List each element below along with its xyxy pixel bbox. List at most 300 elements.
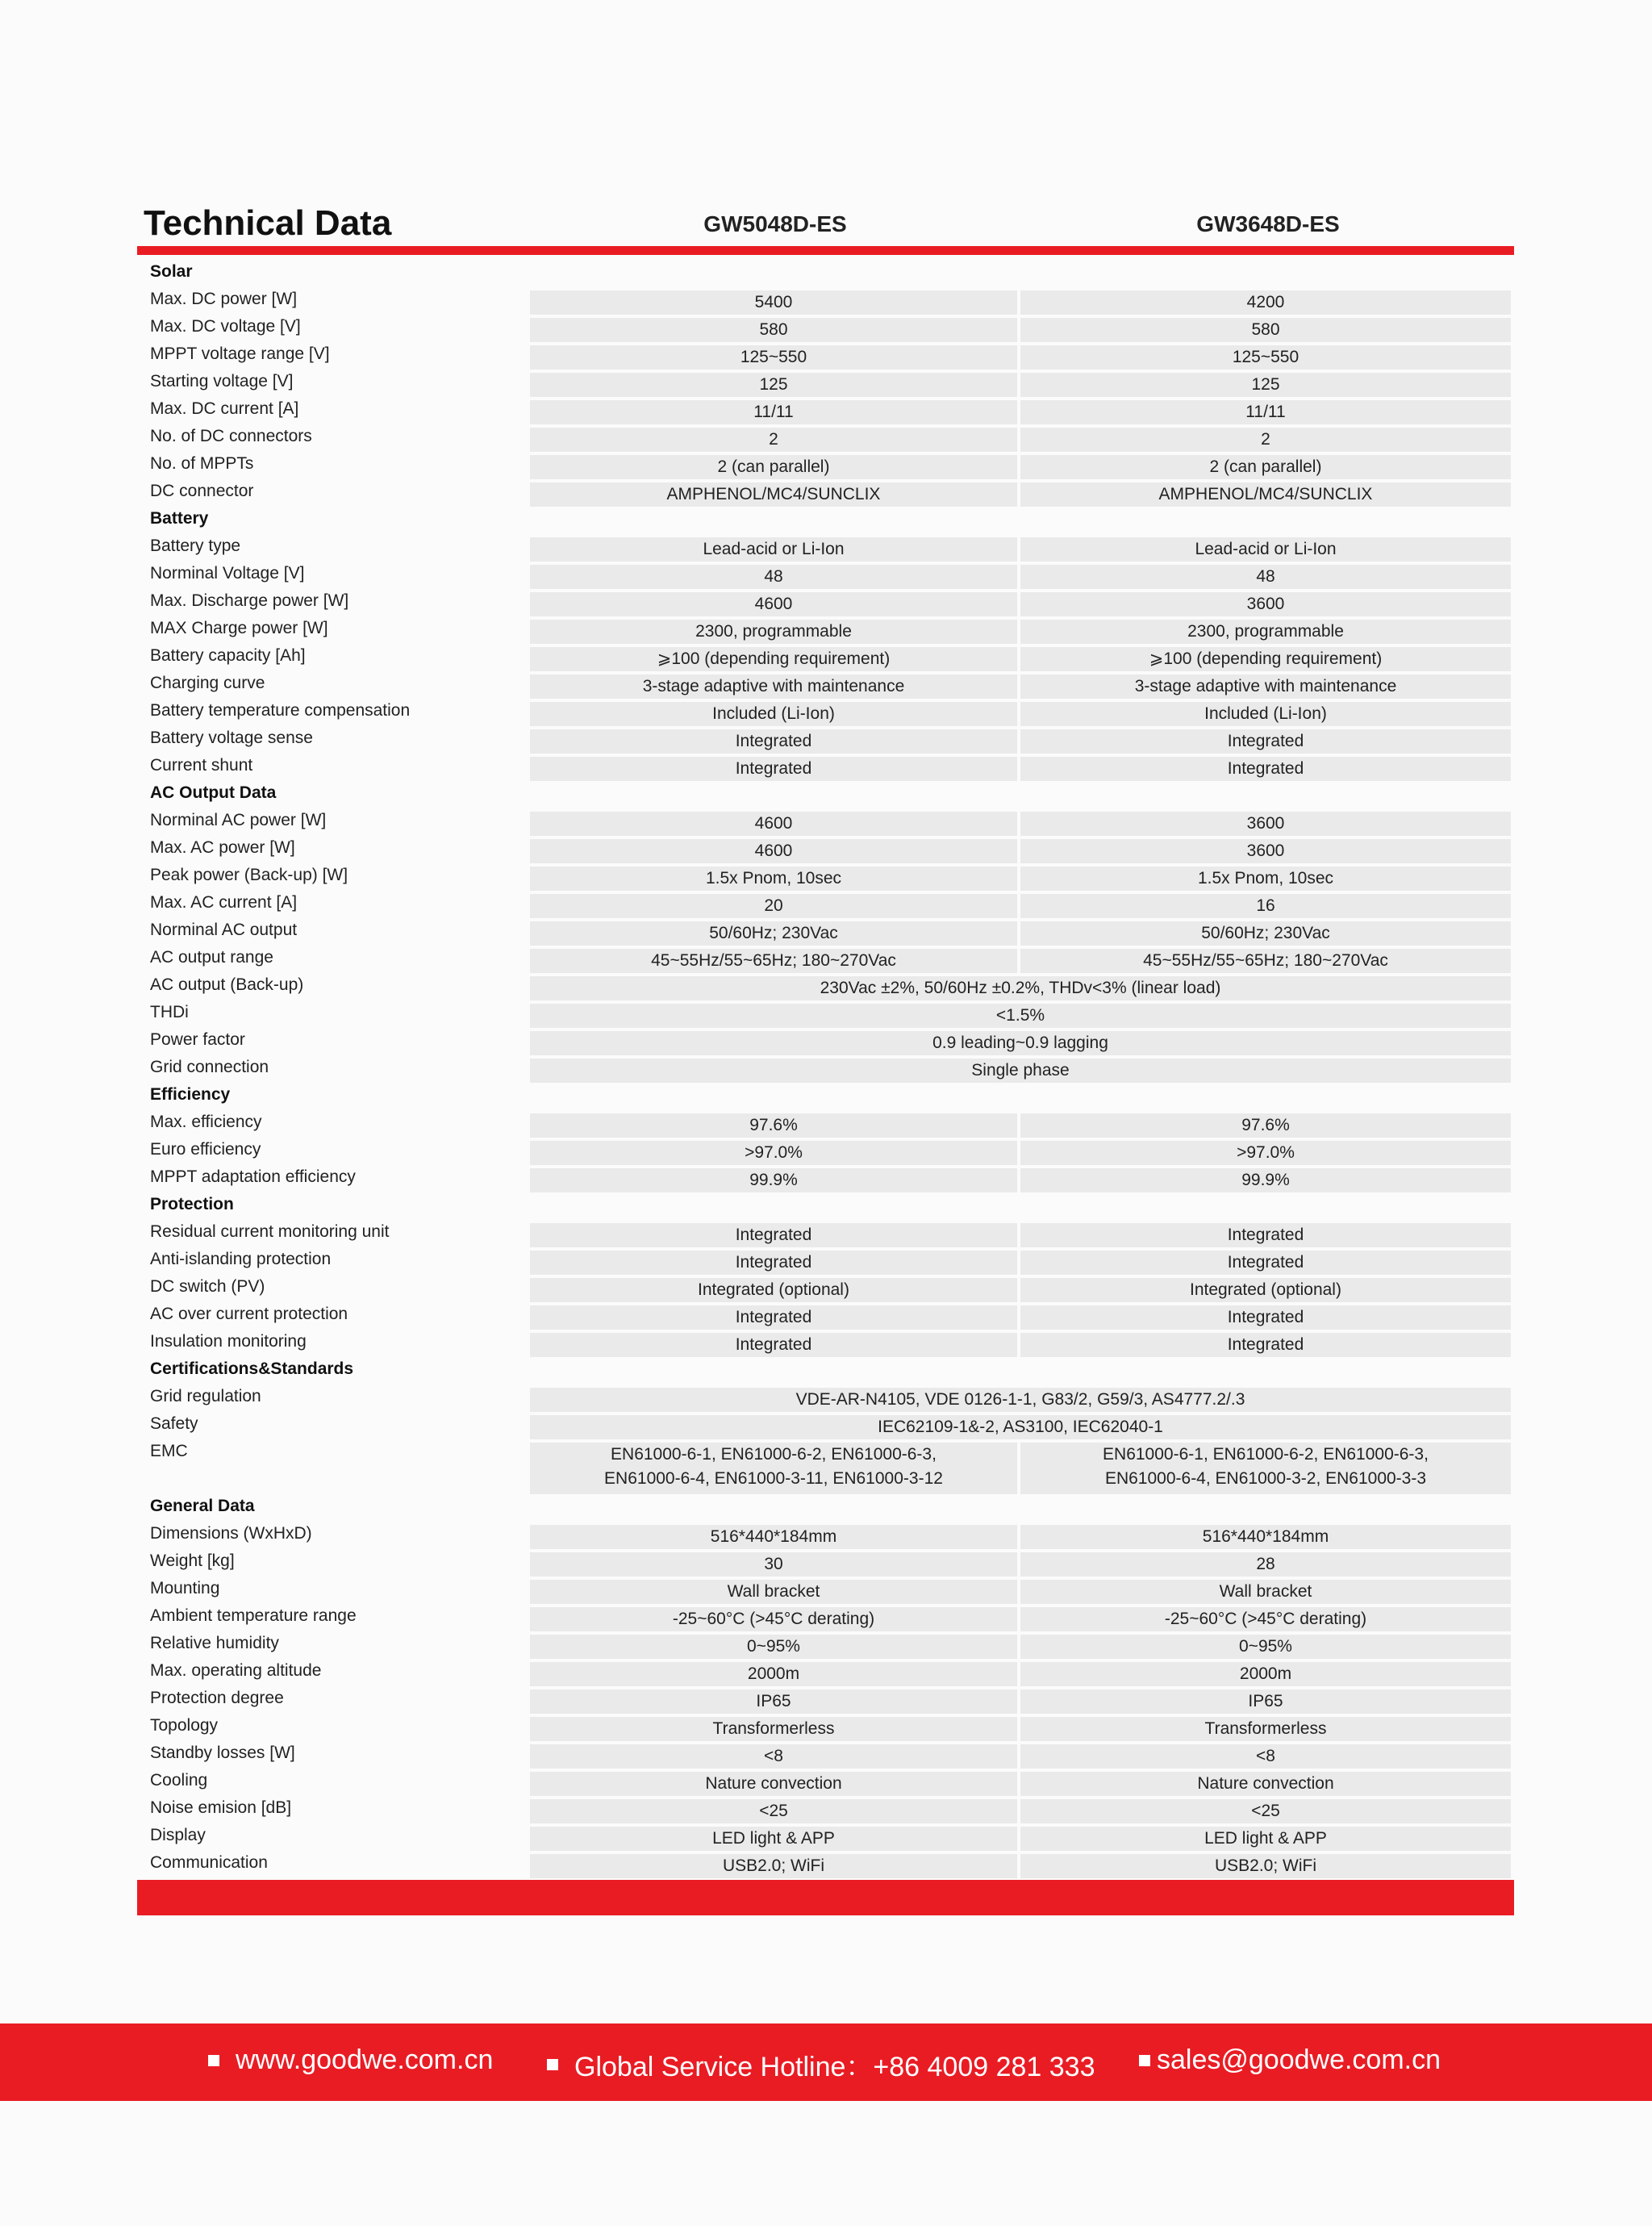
value-line: <25 [1251,1802,1280,1820]
spec-label: THDi [150,1003,189,1021]
spec-value-model-1 [530,1278,1017,1302]
spec-value-model-2 [1020,345,1511,370]
value-line: 97.6% [749,1116,798,1134]
table-row [137,1823,1514,1851]
spec-label: Mounting [150,1579,220,1597]
table-row [137,671,1514,699]
square-bullet-icon [547,2059,558,2070]
technical-data-sheet [137,194,1514,1915]
spec-value-model-1 [530,290,1017,315]
table-row [137,562,1514,589]
value-line: Included (Li-Ion) [712,704,835,723]
value-line: Integrated [735,1335,812,1354]
table-row [137,370,1514,397]
spec-label: DC connector [150,482,254,500]
spec-label: Noise emision [dB] [150,1798,292,1817]
table-row [137,1851,1514,1878]
value-line: -25~60°C (>45°C derating) [672,1610,875,1628]
spec-value-model-2 [1020,1168,1511,1192]
spec-label: Max. AC power [W] [150,838,295,857]
value-line: 2 [769,430,778,449]
spec-label: Dimensions (WxHxD) [150,1524,312,1543]
spec-value-model-1 [530,455,1017,479]
spec-value-model-2 [1020,318,1511,342]
website-text: www.goodwe.com.cn [236,2044,494,2075]
value-line: >97.0% [1237,1143,1295,1162]
value-line: Integrated [1227,732,1304,750]
value-line: Integrated (optional) [698,1280,849,1299]
spec-value-model-1 [530,1525,1017,1549]
value-line: Integrated [1227,1253,1304,1272]
spec-value-shared: VDE-AR-N4105, VDE 0126-1-1, G83/2, G59/3, AS4777.2/.3 [530,1388,1511,1412]
spec-label: Max. efficiency [150,1113,262,1131]
spec-value-model-2 [1020,1141,1511,1165]
spec-value-model-2 [1020,1113,1511,1138]
spec-label: MAX Charge power [W] [150,619,328,637]
spec-value-model-1 [530,1689,1017,1714]
value-line: 50/60Hz; 230Vac [1201,924,1330,942]
value-line: 20 [764,896,783,915]
value-line: 48 [1256,567,1275,586]
spec-value-model-1 [530,839,1017,863]
value-line: EN61000-6-1, EN61000-6-2, EN61000-6-3, [611,1445,937,1464]
value-line: <25 [759,1802,788,1820]
table-row [137,1577,1514,1604]
section-row [137,1083,1514,1110]
spec-value-model-2 [1020,1552,1511,1577]
spec-value-model-1 [530,949,1017,973]
value-line: Nature convection [705,1774,842,1793]
table-row [137,918,1514,946]
spec-label: Weight [kg] [150,1552,235,1570]
spec-value-model-1 [530,1854,1017,1878]
section-row [137,1494,1514,1522]
section-heading: Battery [150,509,209,528]
spec-value-model-2 [1020,921,1511,946]
spec-label: Ambient temperature range [150,1606,357,1625]
spec-value-model-2 [1020,1443,1511,1494]
table-row [137,479,1514,507]
spec-value-model-1 [530,482,1017,507]
spec-label: Residual current monitoring unit [150,1222,390,1241]
footer-email[interactable] [1139,2044,1441,2076]
section-row [137,1357,1514,1384]
table-row [137,863,1514,891]
value-line: Transformerless [712,1719,835,1738]
value-line: 5400 [754,293,793,311]
value-line: 11/11 [1245,403,1286,421]
value-line: ⩾100 (depending requirement) [657,649,891,668]
value-line: 2000m [1239,1664,1292,1683]
value-line: 580 [759,320,788,339]
value-line: Integrated (optional) [1190,1280,1341,1299]
spec-value-model-2 [1020,867,1511,891]
spec-label: Display [150,1826,206,1844]
value-line: 97.6% [1241,1116,1290,1134]
header-rule [137,246,1514,255]
table-row [137,1631,1514,1659]
table-row [137,589,1514,616]
spec-label: Power factor [150,1030,245,1049]
value-line: 1.5x Pnom, 10sec [1197,869,1334,887]
table-row [137,424,1514,452]
spec-label: Relative humidity [150,1634,279,1652]
spec-value-model-2 [1020,400,1511,424]
section-heading: Certifications&Standards [150,1359,354,1378]
value-line: LED light & APP [1204,1829,1327,1848]
spec-value-model-2 [1020,1744,1511,1769]
table-row [137,836,1514,863]
table-row [137,1165,1514,1192]
table-row [137,1604,1514,1631]
spec-label: Max. operating altitude [150,1661,322,1680]
value-line: 0~95% [1239,1637,1292,1656]
spec-value-model-1 [530,592,1017,616]
spec-value-model-2 [1020,592,1511,616]
spec-value-model-2 [1020,839,1511,863]
table-row [137,315,1514,342]
value-line: Transformerless [1204,1719,1327,1738]
square-bullet-icon [208,2055,219,2066]
spec-label: Cooling [150,1771,208,1790]
table-row [137,754,1514,781]
spec-value-model-2 [1020,1525,1511,1549]
spec-label: AC over current protection [150,1305,348,1323]
table-row [137,644,1514,671]
value-line: EN61000-6-4, EN61000-3-2, EN61000-3-3 [1104,1469,1427,1488]
value-line: USB2.0; WiFi [1214,1856,1317,1875]
value-line: 4600 [754,842,793,860]
spec-label: Safety [150,1414,198,1433]
spec-value-shared: Single phase [530,1059,1511,1083]
value-line: -25~60°C (>45°C derating) [1164,1610,1367,1628]
spec-label: Battery capacity [Ah] [150,646,306,665]
spec-value-model-1 [530,867,1017,891]
value-line: 2000m [747,1664,800,1683]
spec-label: Max. DC voltage [V] [150,317,301,336]
spec-value-model-2 [1020,1635,1511,1659]
table-row [137,1028,1514,1055]
value-line: 2300, programmable [695,622,852,641]
value-line: Included (Li-Ion) [1204,704,1327,723]
value-line: 2 [1261,430,1270,449]
spec-value-shared: 230Vac ±2%, 50/60Hz ±0.2%, THDv<3% (linear load) [530,976,1511,1000]
spec-label: Grid regulation [150,1387,261,1405]
table-row [137,891,1514,918]
value-line: <8 [1256,1747,1275,1765]
value-line: 45~55Hz/55~65Hz; 180~270Vac [1143,951,1388,970]
value-line: Integrated [1227,1308,1304,1326]
table-row [137,1384,1514,1412]
spec-value-shared: IEC62109-1&-2, AS3100, IEC62040-1 [530,1415,1511,1439]
table-row [137,1138,1514,1165]
spec-label: Insulation monitoring [150,1332,307,1351]
spec-value-model-1 [530,620,1017,644]
spec-label: DC switch (PV) [150,1277,265,1296]
spec-value-model-1 [530,428,1017,452]
table-row [137,1412,1514,1439]
spec-value-model-1 [530,1443,1017,1494]
spec-value-model-1 [530,537,1017,562]
value-line: EN61000-6-4, EN61000-3-11, EN61000-3-12 [604,1469,943,1488]
spec-label: Max. AC current [A] [150,893,298,912]
model-column-header-2: GW3648D-ES [1196,211,1340,236]
spec-label: Norminal AC power [W] [150,811,327,829]
value-line: Integrated [1227,1335,1304,1354]
spec-value-model-2 [1020,647,1511,671]
spec-label: No. of DC connectors [150,427,312,445]
spec-label: Max. DC current [A] [150,399,299,418]
spec-label: Peak power (Back-up) [W] [150,866,348,884]
value-line: 16 [1256,896,1275,915]
spec-value-model-1 [530,1223,1017,1247]
spec-value-model-2 [1020,729,1511,754]
value-line: Wall bracket [1219,1582,1312,1601]
value-line: Integrated [735,1226,812,1244]
spec-value-model-1 [530,921,1017,946]
spec-label: AC output (Back-up) [150,975,304,994]
value-line: 3600 [1246,595,1285,613]
table-row [137,726,1514,754]
spec-value-model-1 [530,729,1017,754]
table-row [137,534,1514,562]
value-line: 50/60Hz; 230Vac [709,924,838,942]
spec-label: Max. DC power [W] [150,290,298,308]
section-heading: Solar [150,262,193,281]
table-row [137,1741,1514,1769]
value-line: AMPHENOL/MC4/SUNCLIX [666,485,881,503]
value-line: AMPHENOL/MC4/SUNCLIX [1158,485,1373,503]
spec-value-model-1 [530,1113,1017,1138]
spec-value-model-2 [1020,565,1511,589]
spec-value-model-1 [530,757,1017,781]
table-row [137,1439,1514,1494]
value-line: 516*440*184mm [710,1527,837,1546]
spec-value-shared: 0.9 leading~0.9 lagging [530,1031,1511,1055]
value-line: LED light & APP [712,1829,835,1848]
value-line: ⩾100 (depending requirement) [1149,649,1383,668]
spec-value-model-1 [530,1635,1017,1659]
value-line: IP65 [1248,1692,1283,1710]
spec-label: Current shunt [150,756,253,775]
value-line: Nature convection [1197,1774,1334,1793]
value-line: 125 [759,375,788,394]
spec-value-model-2 [1020,702,1511,726]
spec-value-model-2 [1020,757,1511,781]
section-row [137,260,1514,287]
spec-value-model-1 [530,702,1017,726]
section-row [137,781,1514,808]
table-row [137,616,1514,644]
value-line: 48 [764,567,783,586]
table-row [137,452,1514,479]
table-row [137,699,1514,726]
value-line: >97.0% [745,1143,803,1162]
spec-value-model-1 [530,1744,1017,1769]
spec-label: Starting voltage [V] [150,372,294,390]
spec-value-model-1 [530,1141,1017,1165]
table-row [137,397,1514,424]
value-line: 2300, programmable [1187,622,1344,641]
value-line: 3-stage adaptive with maintenance [1134,677,1397,695]
spec-value-model-2 [1020,1580,1511,1604]
spec-label: Charging curve [150,674,265,692]
spec-value-shared: <1.5% [530,1004,1511,1028]
spec-value-model-1 [530,373,1017,397]
value-line: 125 [1251,375,1280,394]
email-text: sales@goodwe.com.cn [1157,2044,1441,2075]
spec-value-model-2 [1020,1251,1511,1275]
table-row [137,1275,1514,1302]
table-row [137,1769,1514,1796]
table-row [137,1549,1514,1577]
spec-label: Grid connection [150,1058,269,1076]
spec-label: MPPT voltage range [V] [150,345,330,363]
spec-value-model-1 [530,1607,1017,1631]
value-line: 516*440*184mm [1202,1527,1329,1546]
section-heading: Protection [150,1195,234,1213]
spec-value-model-2 [1020,1662,1511,1686]
table-row [137,1055,1514,1083]
page-title: Technical Data [144,203,392,243]
table-row [137,973,1514,1000]
spec-value-model-1 [530,345,1017,370]
value-line: Integrated [735,759,812,778]
table-row [137,1522,1514,1549]
spec-label: Communication [150,1853,268,1872]
spec-value-model-2 [1020,482,1511,507]
value-line: Integrated [1227,759,1304,778]
section-row [137,507,1514,534]
value-line: Wall bracket [727,1582,820,1601]
spec-label: EMC [150,1442,188,1460]
table-row [137,342,1514,370]
footer-website[interactable] [208,2044,493,2076]
table-row [137,287,1514,315]
spec-value-model-2 [1020,428,1511,452]
section-row [137,1192,1514,1220]
section-heading: General Data [150,1497,255,1515]
value-line: Integrated [735,1253,812,1272]
spec-value-model-1 [530,565,1017,589]
spec-value-model-1 [530,1168,1017,1192]
table-row [137,946,1514,973]
spec-label: Standby losses [W] [150,1744,295,1762]
spec-value-model-2 [1020,1772,1511,1796]
hotline-text: Global Service Hotline：+86 4009 281 333 [574,2052,1095,2082]
spec-value-model-1 [530,1305,1017,1330]
table-row [137,1247,1514,1275]
spec-label: No. of MPPTs [150,454,254,473]
table-row [137,1659,1514,1686]
spec-value-model-1 [530,1827,1017,1851]
spec-value-model-2 [1020,1607,1511,1631]
value-line: 2 (can parallel) [717,457,830,476]
spec-value-model-2 [1020,1305,1511,1330]
spec-value-model-2 [1020,620,1511,644]
table-row [137,1302,1514,1330]
spec-value-model-1 [530,812,1017,836]
table-row [137,1714,1514,1741]
spec-value-model-1 [530,318,1017,342]
spec-value-model-1 [530,400,1017,424]
spec-value-model-2 [1020,455,1511,479]
table-header [137,194,1514,242]
value-line: 3600 [1246,814,1285,833]
table-row [137,1220,1514,1247]
spec-value-model-1 [530,1333,1017,1357]
spec-value-model-2 [1020,1854,1511,1878]
footer-hotline [547,2044,1095,2084]
table-row [137,1686,1514,1714]
value-line: Lead-acid or Li-Ion [703,540,845,558]
value-line: 4600 [754,814,793,833]
value-line: IP65 [756,1692,791,1710]
value-line: 30 [764,1555,783,1573]
spec-table [137,260,1514,1878]
value-line: 125~550 [740,348,807,366]
spec-value-model-1 [530,894,1017,918]
spec-label: Topology [150,1716,219,1735]
value-line: 1.5x Pnom, 10sec [705,869,842,887]
spec-value-model-2 [1020,1333,1511,1357]
spec-label: Protection degree [150,1689,284,1707]
value-line: 4600 [754,595,793,613]
table-row [137,1796,1514,1823]
spec-label: AC output range [150,948,273,967]
value-line: <8 [764,1747,783,1765]
spec-value-model-1 [530,1799,1017,1823]
spec-label: Battery voltage sense [150,729,313,747]
contact-footer [0,2023,1652,2101]
spec-label: Euro efficiency [150,1140,261,1159]
spec-value-model-1 [530,1772,1017,1796]
value-line: Integrated [735,732,812,750]
value-line: 11/11 [753,403,794,421]
value-line: Lead-acid or Li-Ion [1195,540,1337,558]
spec-value-model-2 [1020,1799,1511,1823]
value-line: Integrated [735,1308,812,1326]
spec-label: MPPT adaptation efficiency [150,1167,356,1186]
spec-value-model-1 [530,1552,1017,1577]
section-heading: Efficiency [150,1085,231,1104]
value-line: Integrated [1227,1226,1304,1244]
spec-value-model-1 [530,1580,1017,1604]
table-row [137,1000,1514,1028]
spec-value-model-2 [1020,1223,1511,1247]
spec-label: Norminal AC output [150,921,298,939]
value-line: 3-stage adaptive with maintenance [642,677,905,695]
spec-value-model-2 [1020,1717,1511,1741]
value-line: 125~550 [1232,348,1299,366]
value-line: 28 [1256,1555,1275,1573]
spec-label: Anti-islanding protection [150,1250,332,1268]
spec-value-model-1 [530,1717,1017,1741]
value-line: 580 [1251,320,1280,339]
model-column-header-1: GW5048D-ES [703,211,847,236]
square-bullet-icon [1139,2055,1150,2066]
spec-value-model-2 [1020,537,1511,562]
spec-value-model-2 [1020,894,1511,918]
spec-label: Max. Discharge power [W] [150,591,349,610]
table-row [137,1110,1514,1138]
spec-value-model-2 [1020,290,1511,315]
spec-value-model-2 [1020,812,1511,836]
spec-value-model-1 [530,674,1017,699]
value-line: EN61000-6-1, EN61000-6-2, EN61000-6-3, [1103,1445,1429,1464]
section-heading: AC Output Data [150,783,277,802]
value-line: 0~95% [747,1637,800,1656]
